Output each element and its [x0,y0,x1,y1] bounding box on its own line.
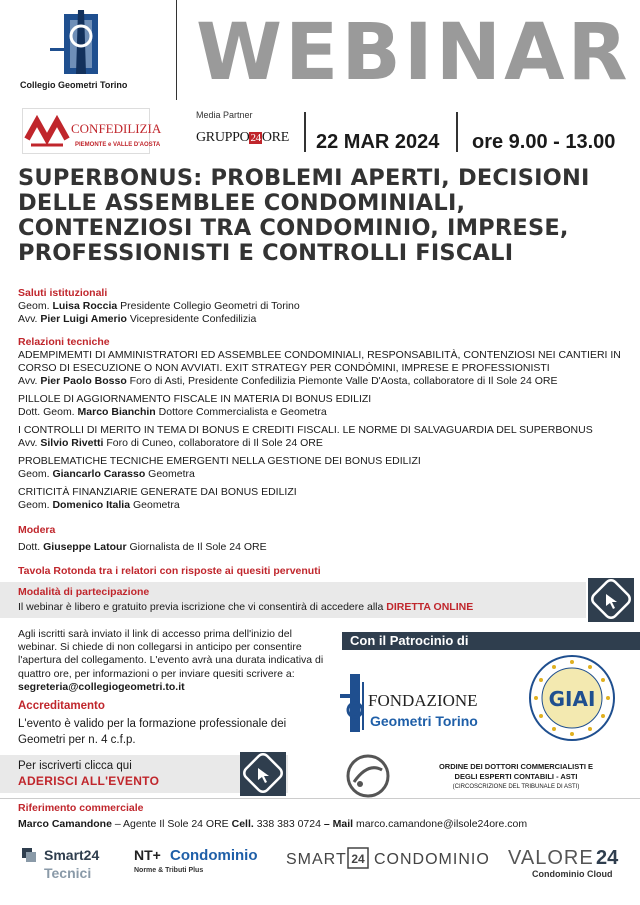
registration-body: Agli iscritti sarà inviato il link di accesso prima dell'inizio del webinar. Si chiede di non collegarsi in anticipo per consentire l'apertura del collegamento. L'evento avrà una durata indicativa di quattro ore, per informazioni o per inviare quesiti scrivere a: [18,628,324,680]
condominio-text: CONDOMINIO [374,851,490,868]
tavola-rotonda: Tavola Rotonda tra i relatori con risposte ai quesiti pervenuti [18,565,321,577]
person-prefix: Geom. [18,468,50,480]
click-hand-icon[interactable] [588,578,634,622]
event-date: 22 MAR 2024 [316,131,440,153]
nt-condominio-text: Condominio [170,847,258,864]
odcec-line-3: (CIRCOSCRIZIONE DEL TRIBUNALE DI ASTI) [452,784,580,790]
fondazione-name: FONDAZIONE [368,691,478,710]
moderator [18,541,618,554]
smart24-condominio-logo [286,846,498,870]
relazione-topic: I CONTROLLI DI MERITO IN TEMA DI BONUS E CREDITI FISCALI. LE NORME DI SALVAGUARDIA DEL SUPERBONUS [18,424,593,436]
iscrizione-label: Per iscriverti clicca qui [18,760,132,772]
modalita-text [18,601,473,613]
giai-logo [528,654,616,742]
relazione-speaker [18,406,618,419]
confedilizia-region: PIEMONTE e VALLE D'AOSTA [75,142,161,148]
nt-condominio-logo [134,846,274,876]
main-title: SUPERBONUS: PROBLEMI APERTI, DECISIONI DELLE ASSEMBLEE CONDOMINIALI, CONTENZIOSI TRA CONDOMINIO, IMPRESE, PROFESSIONISTI E CONTROLLI FISCALI [18,165,590,266]
odcec-text [400,762,632,792]
divider [0,798,640,799]
patrocinio-heading: Con il Patrocinio di [350,633,469,648]
person-name: Luisa Roccia [52,300,118,312]
person-role: Dottore Commercialista e Geometra [158,406,327,418]
contact-name: Marco Camandone [18,818,112,830]
media-partner-label: Media Partner [196,110,253,120]
collegio-geometri-logo [30,8,130,80]
modalita-body: Il webinar è libero e gratuito previa iscrizione che vi consentirà di accedere alla [18,601,384,613]
person-role: Geometra [148,468,195,480]
person-role: Foro di Asti, Presidente Confedilizia Piemonte Valle D'Aosta, collaboratore di Il Sole 24 ORE [129,375,558,387]
gruppo-24-ore-logo [196,130,289,146]
diretta-online-link[interactable]: DIRETTA ONLINE [386,601,474,613]
person-name: Pier Luigi Amerio [40,313,127,325]
person-role: Giornalista de Il Sole 24 ORE [129,541,267,553]
relazione-speaker [18,499,618,512]
smart-num: 24 [351,852,365,866]
confedilizia-name: CONFEDILIZIA [71,121,162,136]
header-divider [176,0,177,100]
person-prefix: Avv. [18,375,38,387]
valore-text: VALORE [508,847,594,869]
email-link[interactable]: segreteria@collegiogeometri.to.it [18,680,185,693]
person-prefix: Dott. [18,541,41,553]
odcec-line-1: ORDINE DEI DOTTORI COMMERCIALISTI E [438,762,594,771]
contact-phone[interactable]: 338 383 0724 [256,818,321,830]
saluti-person [18,300,618,313]
person-role: Foro di Cuneo, collaboratore di Il Sole 24 ORE [106,437,323,449]
person-name: Giuseppe Latour [43,541,127,553]
person-name: Giancarlo Carasso [52,468,146,480]
odcec-logo [344,752,392,800]
accreditamento-text: L'evento è valido per la formazione professionale dei Geometri per n. 4 c.f.p. [18,718,287,746]
registration-text [18,628,328,694]
relazione-speaker [18,437,618,450]
collegio-name: Collegio Geometri Torino [20,80,128,90]
click-hand-icon[interactable] [240,752,286,796]
relazione-speaker [18,375,618,388]
odcec-line-2: DEGLI ESPERTI CONTABILI - ASTI [454,772,578,781]
smart24-text: Smart24 [44,847,100,863]
confedilizia-logo [22,108,162,154]
person-name: Marco Bianchin [77,406,156,418]
valore-subtitle: Condominio Cloud [532,869,613,879]
modera-heading: Modera [18,524,56,536]
tecnici-text: Tecnici [44,865,92,881]
riferimento-heading: Riferimento commerciale [18,802,144,814]
giai-text: GIAI [548,687,596,711]
divider [304,112,306,152]
nt-subtitle: Norme & Tributi Plus [134,867,204,874]
riferimento-text [18,818,527,830]
event-time: ore 9.00 - 13.00 [472,131,616,153]
contact-role: – Agente Il Sole 24 ORE [114,818,229,830]
person-prefix: Avv. [18,437,38,449]
relazione-topic: PROBLEMATICHE TECNICHE EMERGENTI NELLA GESTIONE DEI BONUS EDILIZI [18,455,421,467]
person-role: Vicepresidente Confedilizia [129,313,257,325]
relazione-speaker [18,468,618,481]
valore-num: 24 [596,847,619,869]
person-prefix: Geom. [18,300,50,312]
accreditamento-heading: Accreditamento [18,700,105,712]
cell-label: Cell. [231,818,254,830]
webinar-banner: WEBINAR [196,8,631,98]
person-role: Geometra [132,499,180,511]
mail-label: – Mail [323,818,354,830]
aderisci-button[interactable]: ADERISCI ALL'EVENTO [18,774,160,788]
valore24-logo [508,844,628,884]
person-prefix: Geom. [18,499,50,511]
divider [456,112,458,152]
person-name: Domenico Italia [52,499,131,511]
relazione-topic: ADEMPIMEMTI DI AMMINISTRATORI ED ASSEMBLEE CONDOMINIALI, RESPONSABILITÀ, CONTENZIOSI NEI CANTIERI IN CORSO DI ESECUZIONE O NON AVVIATI. EXIT STRATEGY PER CONDÒMINI, IMPRESE E PROFESSIONISTI [18,349,621,374]
gruppo-num: 24 [250,132,261,144]
nt-text: NT+ [134,847,161,863]
person-role: Presidente Collegio Geometri di Torino [120,300,300,312]
saluti-person [18,313,618,326]
person-prefix: Dott. Geom. [18,406,75,418]
person-name: Silvio Rivetti [40,437,104,449]
person-name: Pier Paolo Bosso [40,375,127,387]
relazione-topic: PILLOLE DI AGGIORNAMENTO FISCALE IN MATERIA DI BONUS EDILIZI [18,393,372,405]
modalita-heading: Modalità di partecipazione [18,586,150,598]
saluti-heading: Saluti istituzionali [18,287,108,299]
smart-text: SMART [286,851,347,868]
relazione-topic: CRITICITÀ FINANZIARIE GENERATE DAI BONUS EDILIZI [18,486,297,498]
smart24-tecnici-logo [22,846,122,882]
relazioni-heading: Relazioni tecniche [18,336,110,348]
fondazione-subname: Geometri Torino [370,713,478,729]
fondazione-geometri-logo [340,664,490,736]
contact-email[interactable]: marco.camandone@ilsole24ore.com [355,818,528,830]
person-prefix: Avv. [18,313,38,325]
gruppo-right: ORE [261,130,289,145]
gruppo-left: GRUPPO [196,130,250,145]
